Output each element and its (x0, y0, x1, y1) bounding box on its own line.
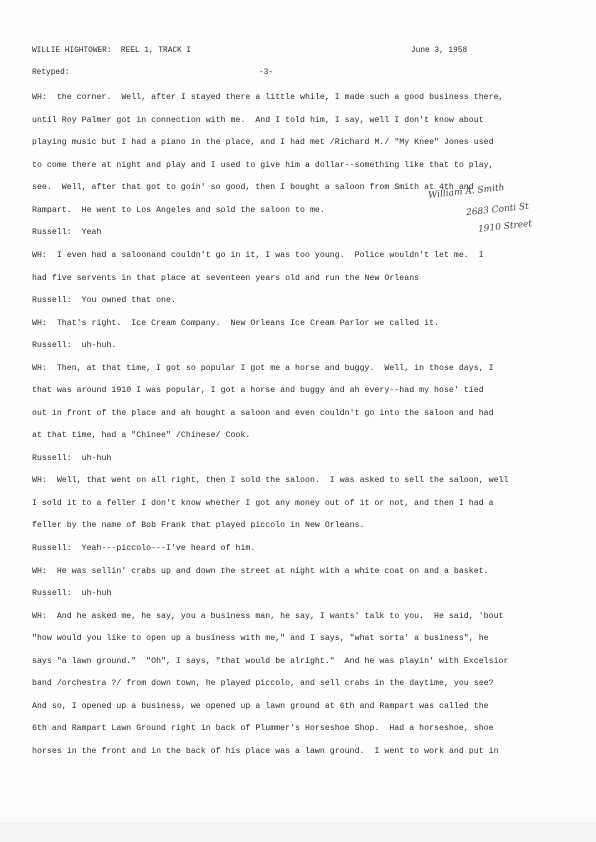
text-line: playing music but I had a piano in the place, and I had met /Richard M./ "My Knee" Jones used (32, 138, 494, 147)
text-line: at that time, had a "Chinee" /Chinese/ Cook. (32, 431, 251, 440)
text-line: 6th and Rampart Lawn Ground right in back of Plummer's Horseshoe Shop. Had a horseshoe, shoe (32, 724, 494, 733)
text-line: WH: And he asked me, he say, you a business man, he say, I wants' talk to you. He said, 'bout (32, 612, 504, 621)
text-line: WH: He was sellin' crabs up and down the street at night with a white coat on and a basket. (32, 567, 489, 576)
header-retyped: Retyped: (32, 69, 70, 77)
text-line: WH: the corner. Well, after I stayed there a little while, I made such a good business there, (32, 93, 504, 102)
header-date: June 3, 1958 (411, 47, 468, 55)
text-line: And so, I opened up a business, we opened up a lawn ground at 6th and Rampart was called the (32, 702, 489, 711)
text-line: Russell: uh-huh (32, 454, 112, 463)
text-line: I sold it to a feller I don't know whether I got any money out of it or not, and then I had a (32, 499, 494, 508)
handwritten-note-line-3: 1910 Street (477, 219, 533, 235)
text-line: until Roy Palmer got in connection with me. And I told him, I say, well I don't know about (32, 116, 484, 125)
text-line: to come there at night and play and I used to give him a dollar--something like that to play, (32, 161, 494, 170)
text-line: feller by the name of Bob Frank that played piccolo in New Orleans. (32, 521, 365, 530)
page-bottom-margin (0, 822, 596, 842)
text-line: horses in the front and in the back of his place was a lawn ground. I went to work and put in (32, 747, 499, 756)
text-line: see. Well, after that got to goin' so good, then I bought a saloon from Smith at 4th and (32, 183, 474, 192)
page-number: -3- (259, 69, 274, 77)
text-line: out in front of the place and ah bought a saloon and even couldn't go into the saloon and had (32, 409, 494, 418)
text-line: Russell: uh-huh (32, 589, 112, 598)
text-line: WH: That's right. Ice Cream Company. New Orleans Ice Cream Parlor we called it. (32, 319, 439, 328)
text-line: had five servents in that place at seventeen years old and run the New Orleans (32, 274, 420, 283)
text-line: Russell: uh-huh. (32, 341, 117, 350)
text-line: Russell: Yeah (32, 228, 102, 237)
text-line: band /orchestra ?/ from down town, he played piccolo, and sell crabs in the daytime, you see? (32, 679, 494, 688)
text-line: WH: Well, that went on all right, then I sold the saloon. I was asked to sell the saloon, well (32, 476, 509, 485)
text-line: Russell: You owned that one. (32, 296, 176, 305)
handwritten-note-line-2: 2683 Conti St (465, 201, 530, 219)
text-line: that was around 1910 I was popular, I got a horse and buggy and ah every--had my hose' tied (32, 386, 484, 395)
text-line: Russell: Yeah---piccolo---I've heard of him. (32, 544, 256, 553)
handwritten-note-line-1: William A. Smith (427, 183, 505, 201)
text-line: WH: I even had a saloonand couldn't go in it, I was too young. Police wouldn't let me. I (32, 251, 484, 260)
header-title: WILLIE HIGHTOWER: REEL 1, TRACK I (32, 47, 192, 55)
text-line: says "a lawn ground." "Oh", I says, "that would be alright." And he was playin' with Excelsior (32, 657, 509, 666)
text-line: "how would you like to open up a business with me," and I says, "what sorta' a business", he (32, 634, 489, 643)
text-line: Rampart. He went to Los Angeles and sold the saloon to me. (32, 206, 325, 215)
text-line: WH: Then, at that time, I got so popular I got me a horse and buggy. Well, in those days, I (32, 364, 494, 373)
